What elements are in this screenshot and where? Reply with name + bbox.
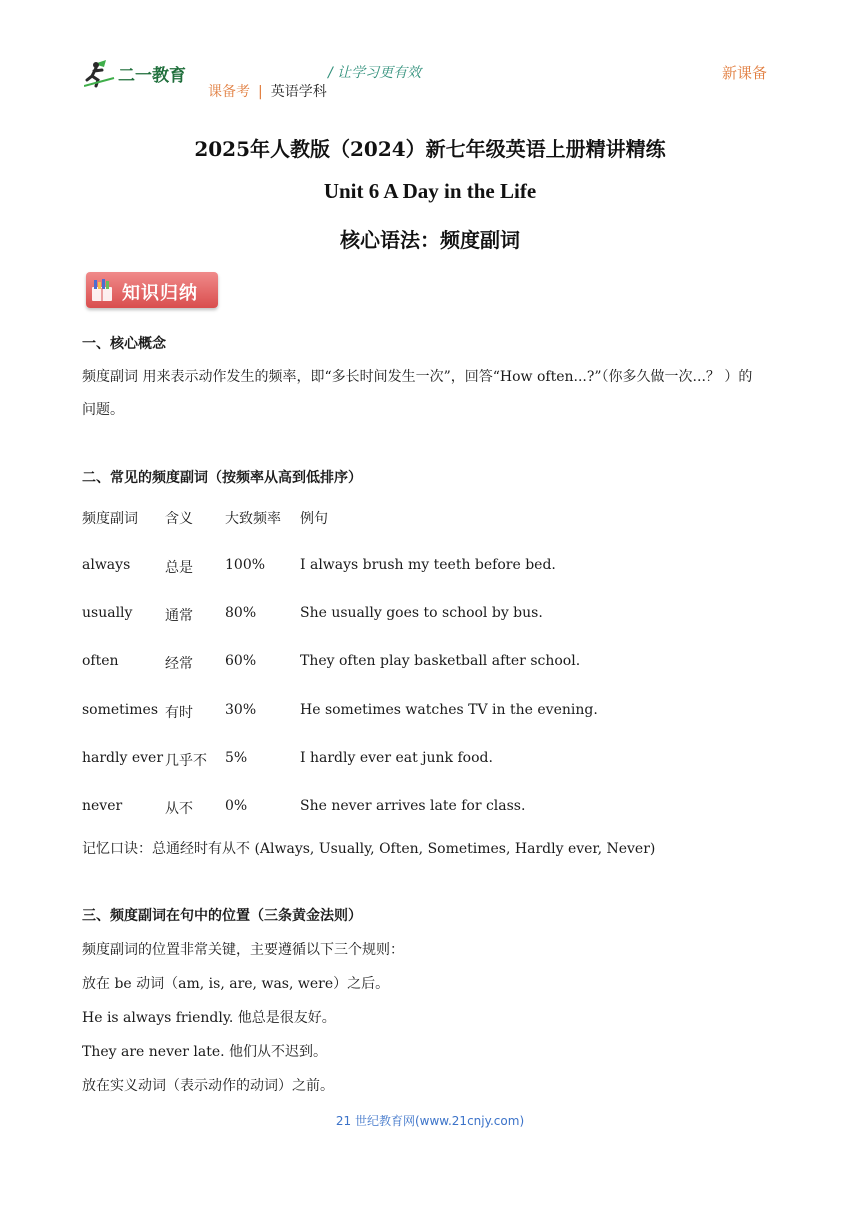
- frequency-cell: 5%: [225, 750, 248, 766]
- table-header-frequency: 大致频率: [225, 511, 281, 527]
- example-cell: He sometimes watches TV in the evening.: [300, 702, 598, 718]
- frequency-cell: 0%: [225, 798, 248, 814]
- header-sub-a: 课备考: [208, 84, 250, 100]
- meaning-cell: 总是: [165, 560, 193, 576]
- rule-2: 放在实义动词（表示动作的动词）之前。: [82, 1078, 334, 1094]
- meaning-cell: 有时: [165, 705, 193, 721]
- example-2: They are never late. 他们从不迟到。: [82, 1044, 328, 1060]
- adverb-cell: usually: [82, 605, 133, 621]
- badge-label: 知识归纳: [122, 283, 198, 304]
- example-cell: I always brush my teeth before bed.: [300, 557, 556, 573]
- slogan: / 让学习更有效: [328, 65, 422, 81]
- header-separator: |: [258, 84, 263, 100]
- section1-para-line2: 问题。: [82, 402, 124, 418]
- frequency-cell: 100%: [225, 557, 266, 573]
- example-1: He is always friendly. 他总是很友好。: [82, 1010, 336, 1026]
- table-header-meaning: 含义: [165, 511, 193, 527]
- frequency-cell: 60%: [225, 653, 257, 669]
- new-course-label: 新课备: [722, 64, 768, 82]
- rule-1: 放在 be 动词（am, is, are, was, were）之后。: [82, 976, 390, 992]
- adverb-cell: never: [82, 798, 123, 814]
- topic-title: 核心语法：频度副词: [340, 228, 520, 252]
- logo-icon: [84, 58, 194, 90]
- footer-link[interactable]: 21 世纪教育网(www.21cnjy.com): [335, 1114, 525, 1128]
- section2-heading: 二、常见的频度副词（按频率从高到低排序）: [82, 470, 362, 486]
- section1-para-line1: 频度副词 用来表示动作发生的频率，即“多长时间发生一次”，回答“How often...?”（你多久做一次...？ ）的: [82, 369, 753, 385]
- section1-heading: 一、核心概念: [82, 336, 166, 352]
- section3-intro: 频度副词的位置非常关键，主要遵循以下三个规则：: [82, 942, 404, 958]
- example-cell: They often play basketball after school.: [300, 653, 581, 669]
- header-sub-b: 英语学科: [270, 84, 327, 100]
- example-cell: She usually goes to school by bus.: [300, 605, 543, 621]
- frequency-cell: 30%: [225, 702, 257, 718]
- meaning-cell: 通常: [165, 608, 193, 624]
- mnemonic: 记忆口诀：总通经时有从不 (Always, Usually, Often, Sometimes, Hardly ever, Never): [82, 841, 656, 857]
- meaning-cell: 从不: [165, 801, 193, 817]
- header-subtitle: [208, 81, 327, 101]
- unit-title: Unit 6 A Day in the Life: [323, 179, 537, 203]
- example-cell: She never arrives late for class.: [300, 798, 526, 814]
- example-cell: I hardly ever eat junk food.: [300, 750, 493, 766]
- frequency-cell: 80%: [225, 605, 257, 621]
- meaning-cell: 经常: [165, 656, 193, 672]
- page-header: [0, 0, 860, 110]
- meaning-cell: 几乎不: [165, 753, 207, 769]
- knowledge-summary-badge: [86, 272, 218, 308]
- adverb-cell: always: [82, 557, 131, 573]
- book-icon: [91, 278, 113, 302]
- section3-heading: 三、频度副词在句中的位置（三条黄金法则）: [82, 908, 362, 924]
- table-header-adverb: 频度副词: [82, 511, 138, 527]
- adverb-cell: sometimes: [82, 702, 159, 718]
- adverb-cell: hardly ever: [82, 750, 164, 766]
- table-header-example: 例句: [300, 511, 328, 527]
- logo-text: 二一教育: [118, 66, 186, 86]
- main-title: 2025年人教版（2024）新七年级英语上册精讲精练: [194, 137, 666, 161]
- adverb-cell: often: [82, 653, 119, 669]
